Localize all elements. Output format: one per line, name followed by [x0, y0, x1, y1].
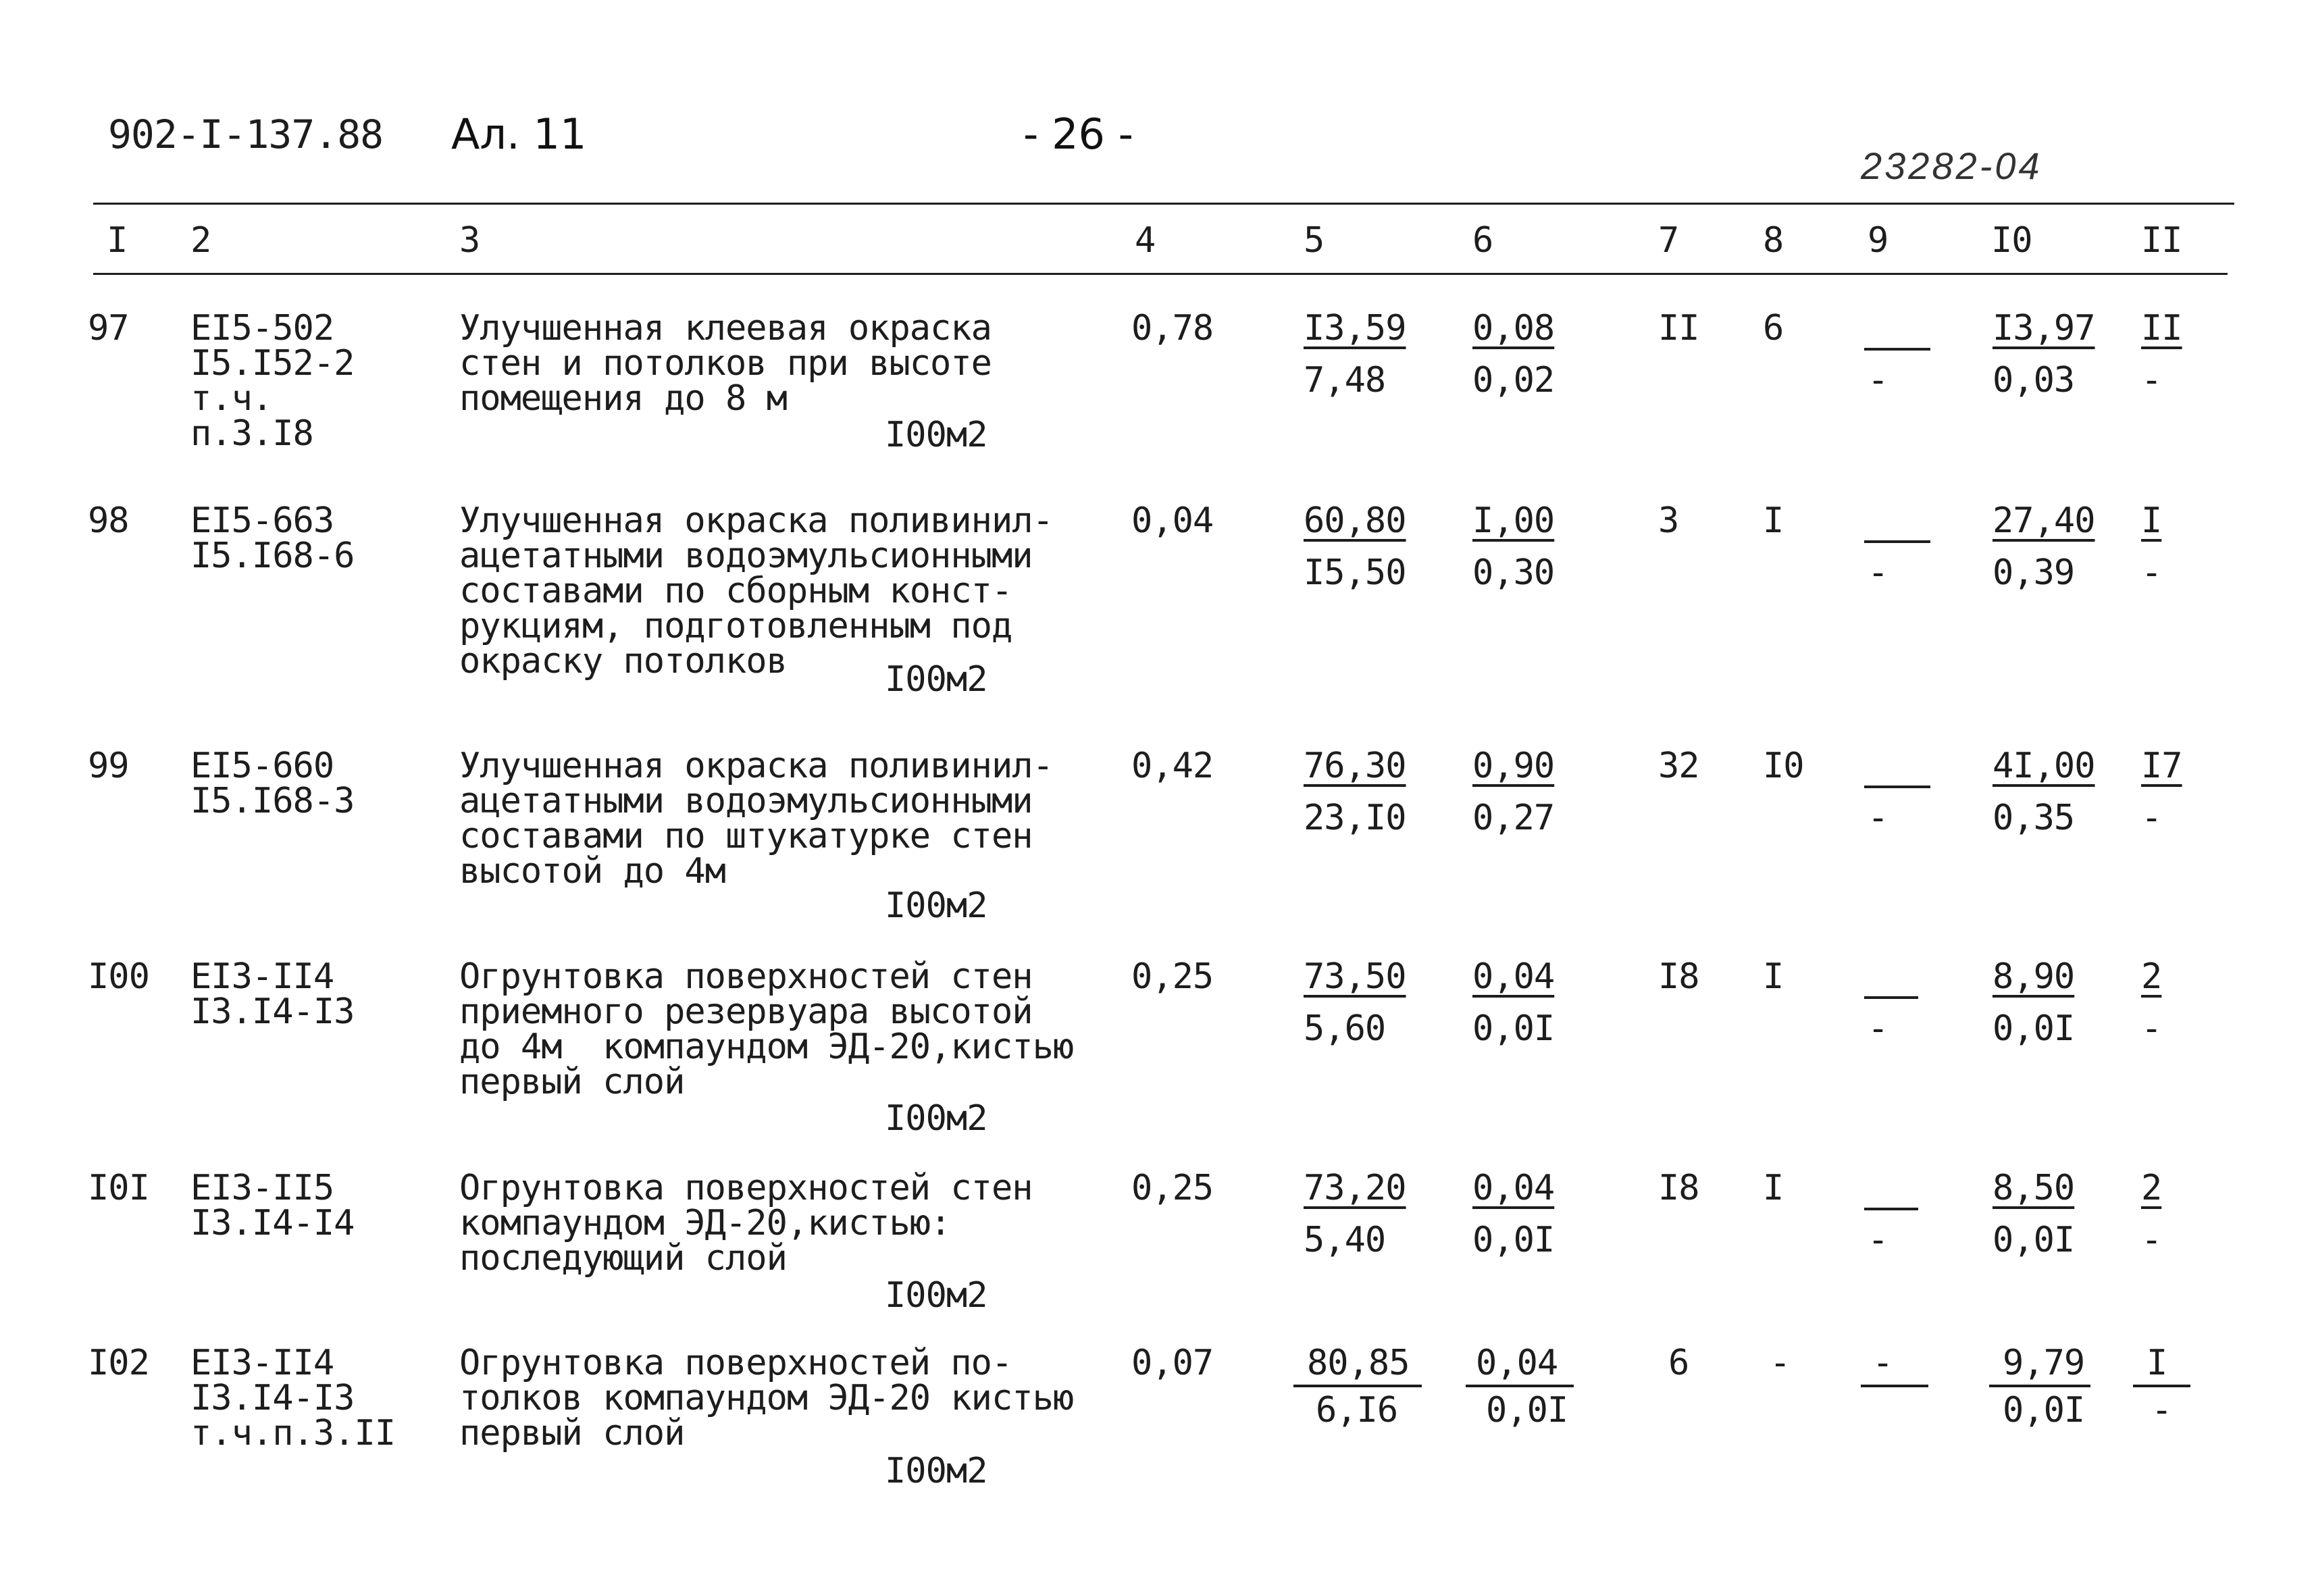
col11-top: I [2146, 1343, 2167, 1383]
row-number: I02 [88, 1343, 149, 1383]
col11-top: 2 [2141, 1168, 2162, 1208]
desc-line: Улучшенная окраска поливинил- [459, 500, 1053, 541]
col9-bottom [1868, 1393, 1908, 1428]
desc-line: стен и потолков при высоте [459, 343, 992, 384]
col11-top: II [2141, 308, 2182, 349]
row-unit: I00м2 [885, 885, 987, 926]
col4-value: 0,42 [1131, 746, 1214, 786]
row-number: I00 [88, 956, 149, 997]
row-description [459, 1345, 1073, 1451]
col9-top [1868, 959, 1908, 994]
col4-value: 0,78 [1131, 308, 1214, 349]
ref-line: EI3-II4 [190, 956, 334, 997]
col6-top: 0,90 [1472, 746, 1555, 786]
col4-value: 0,04 [1131, 500, 1214, 541]
column-header-9: 9 [1868, 220, 1888, 261]
table-header-rule [93, 273, 2228, 275]
col6-bottom: 0,0I [1472, 1008, 1555, 1049]
ref-line: I3.I4-I4 [190, 1203, 355, 1243]
ref-line: EI3-II4 [190, 1343, 334, 1383]
col8-value: - [1770, 1343, 1791, 1383]
col6-top: 0,08 [1472, 308, 1555, 349]
col5-top: I3,59 [1304, 308, 1406, 349]
col10-fraction-bar [1989, 1385, 2090, 1387]
col11-bottom: - [2141, 360, 2162, 401]
desc-line: приемного резервуара высотой [459, 992, 1033, 1032]
desc-line: окраску потолков [459, 641, 787, 681]
row-ref [190, 1170, 354, 1241]
col10-top: 8,90 [1992, 956, 2075, 997]
desc-line: Огрунтовка поверхностей стен [459, 1168, 1033, 1208]
col6-bottom: 0,0I [1486, 1390, 1568, 1431]
column-header-10: I0 [1991, 220, 2032, 261]
col5-fraction-bar [1293, 1385, 1422, 1387]
col9-top [1868, 503, 1908, 538]
col11-top: I7 [2141, 746, 2182, 786]
col7-value: II [1658, 308, 1699, 349]
desc-line: первый слой [459, 1062, 685, 1102]
col11-bottom: - [2141, 1008, 2162, 1049]
col6-bottom: 0,30 [1472, 552, 1555, 593]
col8-value: I [1763, 956, 1784, 997]
col9-top [1868, 311, 1908, 346]
column-header-5: 5 [1304, 220, 1325, 261]
desc-line: высотой до 4м [459, 851, 725, 892]
column-header-8: 8 [1763, 220, 1784, 261]
col5-top: 73,50 [1304, 956, 1406, 997]
col5-bottom: 23,I0 [1304, 798, 1406, 838]
ref-line: EI5-502 [190, 308, 334, 349]
col9-top [1868, 748, 1908, 783]
col9-bottom: - [1868, 798, 1888, 838]
col5-top: 76,30 [1304, 746, 1406, 786]
col9-bottom: - [1868, 1008, 1888, 1049]
col5-bottom: 5,40 [1304, 1220, 1386, 1260]
desc-line: компаундом ЭД-20,кистью: [459, 1203, 951, 1243]
ref-line: I5.I52-2 [190, 343, 355, 384]
col11-bottom: - [2151, 1390, 2172, 1431]
ref-line: I5.I68-6 [190, 536, 355, 576]
document-number: 902-I-137.88 [108, 111, 384, 157]
col11-top: I [2141, 500, 2162, 541]
col9-divider [1861, 1385, 1928, 1387]
desc-line: Улучшенная окраска поливинил- [459, 746, 1053, 786]
col8-value: 6 [1763, 308, 1784, 349]
col4-value: 0,07 [1131, 1343, 1214, 1383]
desc-line: Огрунтовка поверхностей стен [459, 956, 1033, 997]
col7-value: I8 [1658, 1168, 1699, 1208]
ref-line: I3.I4-I3 [190, 1378, 355, 1418]
row-unit: I00м2 [885, 415, 987, 455]
album-number: Ал. 11 [451, 109, 587, 159]
row-description [459, 956, 1074, 1102]
col9-top: - [1872, 1343, 1893, 1383]
col7-value: I8 [1658, 956, 1699, 997]
col6-top: I,00 [1472, 500, 1555, 541]
col5-bottom: 7,48 [1304, 360, 1386, 401]
col5-top: 60,80 [1304, 500, 1406, 541]
row-number: 99 [88, 746, 129, 786]
col10-top: 27,40 [1992, 500, 2095, 541]
column-header-6: 6 [1472, 220, 1493, 261]
col10-bottom: 0,0I [2003, 1390, 2085, 1431]
row-number: 97 [88, 308, 129, 349]
row-unit: I00м2 [885, 1275, 987, 1316]
col6-top: 0,04 [1472, 1168, 1555, 1208]
col5-top: 80,85 [1307, 1343, 1410, 1383]
col5-bottom: 6,I6 [1316, 1390, 1398, 1431]
col11-bottom: - [2141, 1220, 2162, 1260]
ref-line: т.ч.п.3.II [190, 1413, 396, 1453]
col6-bottom: 0,02 [1472, 360, 1555, 401]
col10-top: 8,50 [1992, 1168, 2075, 1208]
desc-line: последующий слой [459, 1238, 787, 1279]
ref-line: EI5-660 [190, 746, 334, 786]
desc-line: ацетатными водоэмульсионными [459, 536, 1033, 576]
ref-line: т.ч. [190, 378, 273, 419]
row-number: 98 [88, 500, 129, 541]
column-header-1: I [107, 220, 128, 261]
desc-line: составами по штукатурке стен [459, 816, 1033, 856]
column-header-2: 2 [190, 220, 211, 261]
ref-line: EI5-663 [190, 500, 334, 541]
col5-bottom: 5,60 [1304, 1008, 1386, 1049]
col5-bottom: I5,50 [1304, 552, 1406, 593]
ref-line: I5.I68-3 [190, 781, 355, 821]
row-ref [190, 956, 355, 1032]
col10-bottom: 0,0I [1992, 1008, 2075, 1049]
row-description [459, 1168, 1033, 1279]
col6-fraction-bar [1466, 1385, 1574, 1387]
row-ref [190, 500, 355, 576]
desc-line: Огрунтовка поверхностей по- [459, 1343, 1012, 1383]
col11-fraction-bar [2133, 1385, 2190, 1387]
desc-line: рукциям, подготовленным под [459, 606, 1012, 646]
ref-line: п.3.I8 [190, 413, 313, 454]
document-code: 23282-04 [1861, 145, 2042, 187]
col7-value: 32 [1658, 746, 1699, 786]
row-ref [190, 308, 355, 454]
row-description [459, 308, 992, 419]
col10-bottom: 0,35 [1992, 798, 2075, 838]
ref-line: EI3-II5 [190, 1168, 334, 1208]
row-description [459, 746, 1053, 892]
column-header-3: 3 [459, 220, 480, 261]
col7-value: 3 [1658, 500, 1679, 541]
desc-line: толков компаундом ЭД-20 кистью [459, 1378, 1074, 1418]
col11-bottom: - [2141, 798, 2162, 838]
table-top-rule [93, 203, 2234, 205]
row-ref [190, 1345, 395, 1451]
col6-top: 0,04 [1472, 956, 1555, 997]
col10-bottom: 0,03 [1992, 360, 2075, 401]
col5-top: 73,20 [1304, 1168, 1406, 1208]
col6-bottom: 0,0I [1472, 1220, 1555, 1260]
column-header-11: II [2141, 220, 2182, 261]
col4-value: 0,25 [1131, 1168, 1214, 1208]
col8-value: I [1763, 500, 1784, 541]
desc-line: помещения до 8 м [459, 378, 787, 419]
col9-bottom: - [1868, 552, 1888, 593]
row-unit: I00м2 [885, 1451, 987, 1491]
col11-top: 2 [2141, 956, 2162, 997]
row-unit: I00м2 [885, 659, 987, 700]
row-unit: I00м2 [885, 1098, 987, 1139]
col8-value: I0 [1763, 746, 1804, 786]
desc-line: ацетатными водоэмульсионными [459, 781, 1033, 821]
col6-bottom: 0,27 [1472, 798, 1555, 838]
ref-line: I3.I4-I3 [190, 992, 355, 1032]
col10-top: 9,79 [2003, 1343, 2085, 1383]
col10-top: I3,97 [1992, 308, 2095, 349]
desc-line: Улучшенная клеевая окраска [459, 308, 992, 349]
col9-bottom: - [1868, 360, 1888, 401]
col9-top [1868, 1170, 1908, 1206]
row-ref [190, 748, 354, 819]
col10-bottom: 0,0I [1992, 1220, 2075, 1260]
col10-bottom: 0,39 [1992, 552, 2075, 593]
page-number: - 26 - [1023, 109, 1134, 159]
column-header-7: 7 [1658, 220, 1679, 261]
col7-value: 6 [1668, 1343, 1689, 1383]
row-number: I0I [88, 1168, 149, 1208]
desc-line: до 4м компаундом ЭД-20,кистью [459, 1027, 1074, 1067]
col11-bottom: - [2141, 552, 2162, 593]
col10-top: 4I,00 [1992, 746, 2095, 786]
col6-top: 0,04 [1476, 1343, 1558, 1383]
col9-bottom: - [1868, 1220, 1888, 1260]
col4-value: 0,25 [1131, 956, 1214, 997]
column-header-4: 4 [1135, 220, 1156, 261]
desc-line: первый слой [459, 1413, 685, 1453]
col8-value: I [1763, 1168, 1784, 1208]
desc-line: составами по сборным конст- [459, 571, 1012, 611]
